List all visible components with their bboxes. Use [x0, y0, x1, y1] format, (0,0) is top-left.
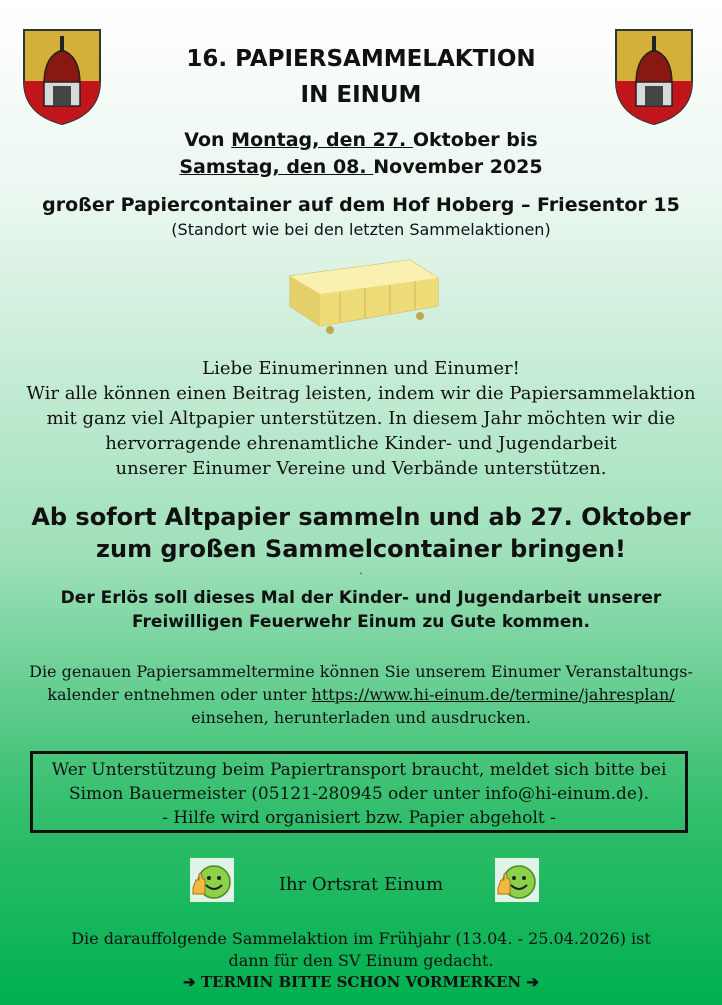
- support-line: Wer Unterstützung beim Papiertransport braucht, meldet sich bitte bei: [51, 760, 667, 780]
- start-date-suffix: Oktober bis: [412, 129, 538, 151]
- intro-line: hervorragende ehrenamtliche Kinder- und Jugendarbeit: [105, 433, 617, 454]
- page-subtitle: IN EINUM: [300, 82, 422, 108]
- next-campaign-line: dann für den SV Einum gedacht.: [228, 951, 494, 970]
- jahresplan-link[interactable]: https://www.hi-einum.de/termine/jahresplan/: [311, 685, 675, 704]
- coat-of-arms-icon: [612, 26, 696, 126]
- next-campaign: [0, 928, 722, 972]
- reminder-text: TERMIN BITTE SCHON VORMERKEN: [200, 973, 522, 991]
- intro-line: Liebe Einumerinnen und Einumer!: [202, 358, 520, 379]
- support-box: [30, 751, 688, 833]
- end-date-suffix: November 2025: [373, 156, 543, 178]
- date-range-start: [0, 129, 722, 151]
- intro-line: Wir alle können einen Beitrag leisten, indem wir die Papiersammelaktion: [26, 383, 696, 404]
- signature: Ihr Ortsrat Einum: [278, 874, 444, 895]
- intro-line: unserer Einumer Vereine und Verbände unterstützen.: [115, 458, 607, 479]
- termine-text: kalender entnehmen oder unter: [47, 685, 312, 704]
- date-prefix: Von: [184, 129, 232, 151]
- intro-line: mit ganz viel Altpapier unterstützen. In diesem Jahr möchten wir die: [46, 408, 676, 429]
- termine-line: einsehen, herunterladen und ausdrucken.: [191, 708, 531, 727]
- support-contact: Simon Bauermeister (05121-280945 oder unter info@hi-einum.de).: [68, 784, 650, 804]
- coat-of-arms-icon: [20, 26, 104, 126]
- proceeds-line-1: Der Erlös soll dieses Mal der Kinder- und Jugendarbeit unserer: [60, 588, 662, 608]
- termine-line: Die genauen Papiersammeltermine können Sie unserem Einumer Veranstaltungs-: [29, 662, 693, 681]
- arrow-right-icon: ➔: [521, 973, 539, 991]
- reminder: [0, 973, 722, 991]
- date-range-end: [0, 156, 722, 178]
- separator-dot: .: [359, 566, 363, 577]
- callout-line-1: Ab sofort Altpapier sammeln und ab 27. Oktober: [31, 503, 691, 531]
- termine-line: [0, 683, 722, 706]
- location-note: (Standort wie bei den letzten Sammelaktionen): [171, 220, 551, 239]
- thumbs-up-smiley-icon: [495, 858, 539, 902]
- termine-paragraph: [0, 660, 722, 729]
- arrow-right-icon: ➔: [183, 973, 201, 991]
- proceeds-line-2: Freiwilligen Feuerwehr Einum zu Gute kommen.: [132, 612, 590, 632]
- page-title: 16. PAPIERSAMMELAKTION: [186, 46, 536, 72]
- container-location: großer Papiercontainer auf dem Hof Hoberg – Friesentor 15: [42, 194, 680, 216]
- support-line: - Hilfe wird organisiert bzw. Papier abgeholt -: [162, 808, 556, 828]
- next-campaign-line: Die darauffolgende Sammelaktion im Frühjahr (13.04. - 25.04.2026) ist: [71, 929, 651, 948]
- paper-container-icon: [280, 248, 444, 338]
- intro-paragraph: [0, 356, 722, 481]
- callout-line-2: zum großen Sammelcontainer bringen!: [96, 535, 626, 563]
- end-date: Samstag, den 08.: [179, 156, 374, 178]
- start-date: Montag, den 27.: [231, 129, 413, 151]
